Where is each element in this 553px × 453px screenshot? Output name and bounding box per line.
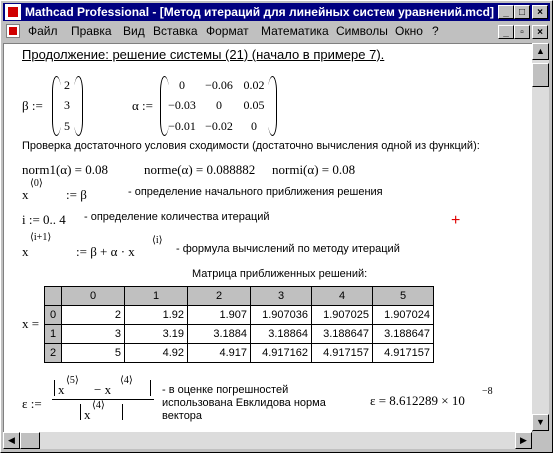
- table-cell[interactable]: 1.92: [125, 306, 188, 325]
- x0-var: x: [22, 187, 29, 202]
- table-cell[interactable]: 1.907: [188, 306, 251, 325]
- epsilon-exponent: −8: [482, 386, 493, 397]
- norm1-result: norm1(α) = 0.08: [22, 162, 108, 177]
- table-cell[interactable]: 5: [62, 344, 125, 363]
- x0-comment: - определение начального приближения решения: [128, 186, 383, 198]
- iteration-formula: := β + α · x: [76, 244, 135, 259]
- eps-numerator-x5: x: [58, 382, 65, 397]
- table-cell[interactable]: 3.19: [125, 325, 188, 344]
- eps-den-superscript: ⟨4⟩: [92, 400, 105, 411]
- alpha-cell: 0.02: [243, 78, 265, 92]
- table-cell[interactable]: 3.188647: [312, 325, 373, 344]
- table-header-row: [45, 287, 434, 306]
- menu-view[interactable]: Вид: [123, 24, 145, 38]
- norm-bar: [80, 404, 81, 420]
- maximize-button[interactable]: □: [514, 5, 530, 19]
- doc-close-button[interactable]: ×: [532, 25, 548, 39]
- table-cell[interactable]: 4.917157: [373, 344, 434, 363]
- doc-minimize-button[interactable]: _: [498, 25, 514, 39]
- menu-window[interactable]: Окно: [395, 24, 423, 38]
- column-header: 3: [251, 287, 312, 306]
- mathcad-app-icon[interactable]: [5, 4, 21, 20]
- column-header: 2: [188, 287, 251, 306]
- alpha-label: α :=: [132, 98, 154, 113]
- table-cell[interactable]: 4.92: [125, 344, 188, 363]
- norm-bar: [150, 380, 151, 396]
- i-range-comment: - определение количества итераций: [84, 211, 270, 223]
- worksheet-heading: Продолжение: решение системы (21) (начало в примере 7).: [22, 47, 385, 62]
- formula-comment: - формула вычислений по методу итераций: [176, 243, 400, 255]
- table-cell[interactable]: 3: [62, 325, 125, 344]
- alpha-cell: −0.03: [168, 98, 196, 112]
- menu-edit[interactable]: Правка: [71, 24, 112, 38]
- menu-insert[interactable]: Вставка: [153, 24, 198, 38]
- beta-value: 3: [64, 98, 70, 112]
- title-bar: [3, 3, 550, 21]
- menu-bar: [3, 22, 550, 41]
- epsilon-result: ε = 8.612289 × 10: [370, 393, 465, 408]
- x0-superscript: ⟨0⟩: [30, 178, 43, 189]
- norm-bar: [54, 380, 55, 396]
- vertical-scroll-thumb[interactable]: [532, 63, 549, 87]
- matrix-title: Матрица приближенных решений:: [192, 268, 368, 280]
- alpha-cell: 0: [216, 98, 222, 112]
- table-cell[interactable]: 4.917157: [312, 344, 373, 363]
- alpha-cell: 0: [179, 78, 185, 92]
- column-header: 4: [312, 287, 373, 306]
- column-header: 5: [373, 287, 434, 306]
- alpha-cell: −0.06: [205, 78, 233, 92]
- table-cell[interactable]: 4.917162: [251, 344, 312, 363]
- scrollbar-corner: [532, 432, 549, 449]
- convergence-check-text: Проверка достаточного условия сходимости (достаточно вычисления одной из функций):: [22, 140, 480, 152]
- table-row: [45, 325, 434, 344]
- table-cell[interactable]: 1.907024: [373, 306, 434, 325]
- norm-bar: [122, 404, 123, 420]
- eps-numerator-minus-x4: − x: [94, 382, 112, 397]
- alpha-cell: −0.02: [205, 119, 233, 133]
- table-cell[interactable]: 3.18864: [251, 325, 312, 344]
- menu-help[interactable]: ?: [432, 24, 439, 38]
- document-icon[interactable]: [6, 24, 20, 38]
- table-row: [45, 344, 434, 363]
- menu-file[interactable]: Файл: [28, 24, 58, 38]
- scroll-right-arrow-icon[interactable]: ▶: [515, 432, 532, 449]
- formula-superscript: ⟨i⟩: [152, 235, 163, 246]
- horizontal-scrollbar[interactable]: [3, 432, 532, 449]
- row-header: 1: [45, 325, 62, 344]
- epsilon-comment-line: вектора: [162, 410, 203, 422]
- close-button[interactable]: ×: [532, 5, 548, 19]
- table-corner: [45, 287, 62, 306]
- table-cell[interactable]: 1.907036: [251, 306, 312, 325]
- window-title: Mathcad Professional - [Метод итераций для линейных систем уравнений.mcd]: [25, 5, 494, 19]
- table-cell[interactable]: 1.907025: [312, 306, 373, 325]
- table-cell[interactable]: 3.1884: [188, 325, 251, 344]
- doc-restore-button[interactable]: ▫: [514, 25, 530, 39]
- menu-symbolics[interactable]: Символы: [336, 24, 388, 38]
- crosshair-cursor-icon: +: [451, 212, 461, 229]
- eps-denominator-x4: x: [84, 407, 91, 422]
- epsilon-comment-line: - в оценке погрешностей: [162, 384, 289, 396]
- horizontal-scroll-thumb[interactable]: [20, 432, 40, 449]
- menu-format[interactable]: Формат: [206, 24, 249, 38]
- norme-result: norme(α) = 0.088882: [144, 162, 256, 177]
- table-row: [45, 306, 434, 325]
- column-header: 0: [62, 287, 125, 306]
- table-cell[interactable]: 4.917: [188, 344, 251, 363]
- table-cell[interactable]: 3.188647: [373, 325, 434, 344]
- menu-math[interactable]: Математика: [261, 24, 329, 38]
- beta-label: β :=: [22, 98, 43, 113]
- alpha-cell: 0.05: [243, 98, 265, 112]
- epsilon-comment-line: использована Евклидова норма: [162, 397, 326, 409]
- xi-superscript: ⟨i+1⟩: [30, 232, 52, 243]
- row-header: 0: [45, 306, 62, 325]
- x0-assign: := β: [66, 187, 87, 202]
- x-result-label: x =: [22, 316, 40, 331]
- i-range-def: i := 0.. 4: [22, 212, 66, 227]
- epsilon-label: ε :=: [22, 396, 42, 411]
- minimize-button[interactable]: _: [498, 5, 514, 19]
- worksheet[interactable]: [3, 43, 533, 433]
- results-table[interactable]: [44, 286, 434, 363]
- scroll-left-arrow-icon[interactable]: ◀: [3, 432, 20, 449]
- normi-result: normi(α) = 0.08: [272, 162, 356, 177]
- column-header: 1: [125, 287, 188, 306]
- alpha-cell: −0.01: [168, 119, 196, 133]
- beta-value: 2: [64, 78, 70, 92]
- row-header: 2: [45, 344, 62, 363]
- alpha-cell: 0: [251, 119, 257, 133]
- scroll-down-arrow-icon[interactable]: ▼: [532, 414, 549, 431]
- xi-var: x: [22, 244, 29, 259]
- table-cell[interactable]: 2: [62, 306, 125, 325]
- beta-value: 5: [64, 119, 70, 133]
- eps-superscript-5: ⟨5⟩: [66, 375, 79, 386]
- eps-superscript-4: ⟨4⟩: [120, 375, 133, 386]
- vertical-scrollbar[interactable]: [532, 43, 549, 431]
- scroll-up-arrow-icon[interactable]: ▲: [532, 43, 549, 60]
